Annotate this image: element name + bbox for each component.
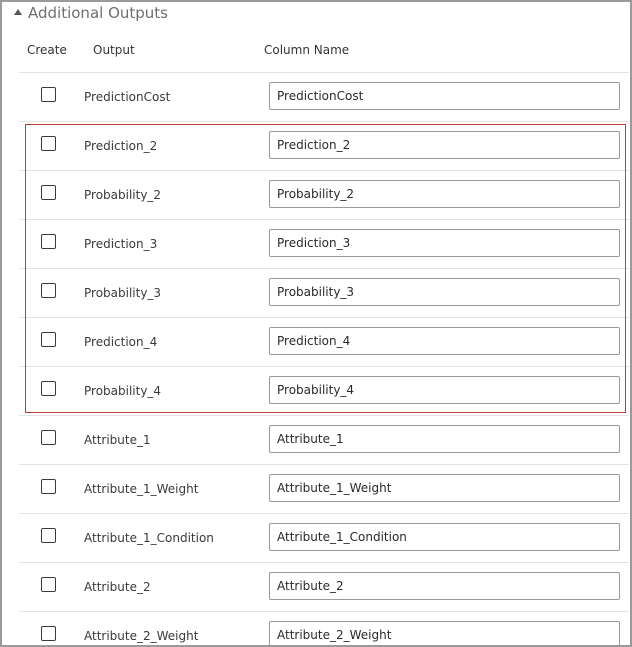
output-label: Probability_4 <box>84 384 162 398</box>
create-checkbox[interactable] <box>41 430 56 445</box>
create-checkbox[interactable] <box>41 577 56 592</box>
table-row <box>19 513 629 562</box>
column-name-input[interactable] <box>269 474 620 502</box>
section-toggle[interactable] <box>14 2 168 24</box>
output-label: Attribute_1 <box>84 433 151 447</box>
column-name-input[interactable] <box>269 425 620 453</box>
output-column-header: Output <box>93 43 135 57</box>
column-name-column-header: Column Name <box>264 43 350 57</box>
output-label: Probability_2 <box>84 188 162 202</box>
create-checkbox[interactable] <box>41 626 56 641</box>
column-name-input[interactable] <box>269 621 620 647</box>
create-checkbox[interactable] <box>41 479 56 494</box>
column-name-input[interactable] <box>269 180 620 208</box>
create-checkbox[interactable] <box>41 283 56 298</box>
collapse-triangle-icon[interactable] <box>14 9 22 15</box>
column-name-input[interactable] <box>269 572 620 600</box>
output-label: Probability_3 <box>84 286 162 300</box>
column-name-input[interactable] <box>269 229 620 257</box>
create-checkbox[interactable] <box>41 528 56 543</box>
column-name-input[interactable] <box>269 278 620 306</box>
section-title: Additional Outputs <box>28 4 168 22</box>
create-column-header: Create <box>27 43 67 57</box>
column-name-input[interactable] <box>269 131 620 159</box>
output-label: Prediction_4 <box>84 335 158 349</box>
create-checkbox[interactable] <box>41 87 56 102</box>
column-name-input[interactable] <box>269 376 620 404</box>
table-row <box>19 72 629 121</box>
table-row <box>19 219 629 268</box>
table-row <box>19 464 629 513</box>
table-row <box>19 317 629 366</box>
outputs-table <box>19 72 629 647</box>
output-label: Attribute_1_Condition <box>84 531 214 545</box>
create-checkbox[interactable] <box>41 332 56 347</box>
table-row <box>19 121 629 170</box>
table-row <box>19 415 629 464</box>
table-row <box>19 562 629 611</box>
table-row <box>19 170 629 219</box>
output-label: Attribute_1_Weight <box>84 482 199 496</box>
create-checkbox[interactable] <box>41 381 56 396</box>
column-name-input[interactable] <box>269 327 620 355</box>
column-name-input[interactable] <box>269 523 620 551</box>
column-name-input[interactable] <box>269 82 620 110</box>
output-label: Prediction_2 <box>84 139 158 153</box>
output-label: Prediction_3 <box>84 237 158 251</box>
table-row <box>19 268 629 317</box>
create-checkbox[interactable] <box>41 234 56 249</box>
table-row <box>19 611 629 647</box>
output-label: PredictionCost <box>84 90 171 104</box>
output-label: Attribute_2_Weight <box>84 629 199 643</box>
create-checkbox[interactable] <box>41 185 56 200</box>
output-label: Attribute_2 <box>84 580 151 594</box>
table-row <box>19 366 629 415</box>
create-checkbox[interactable] <box>41 136 56 151</box>
